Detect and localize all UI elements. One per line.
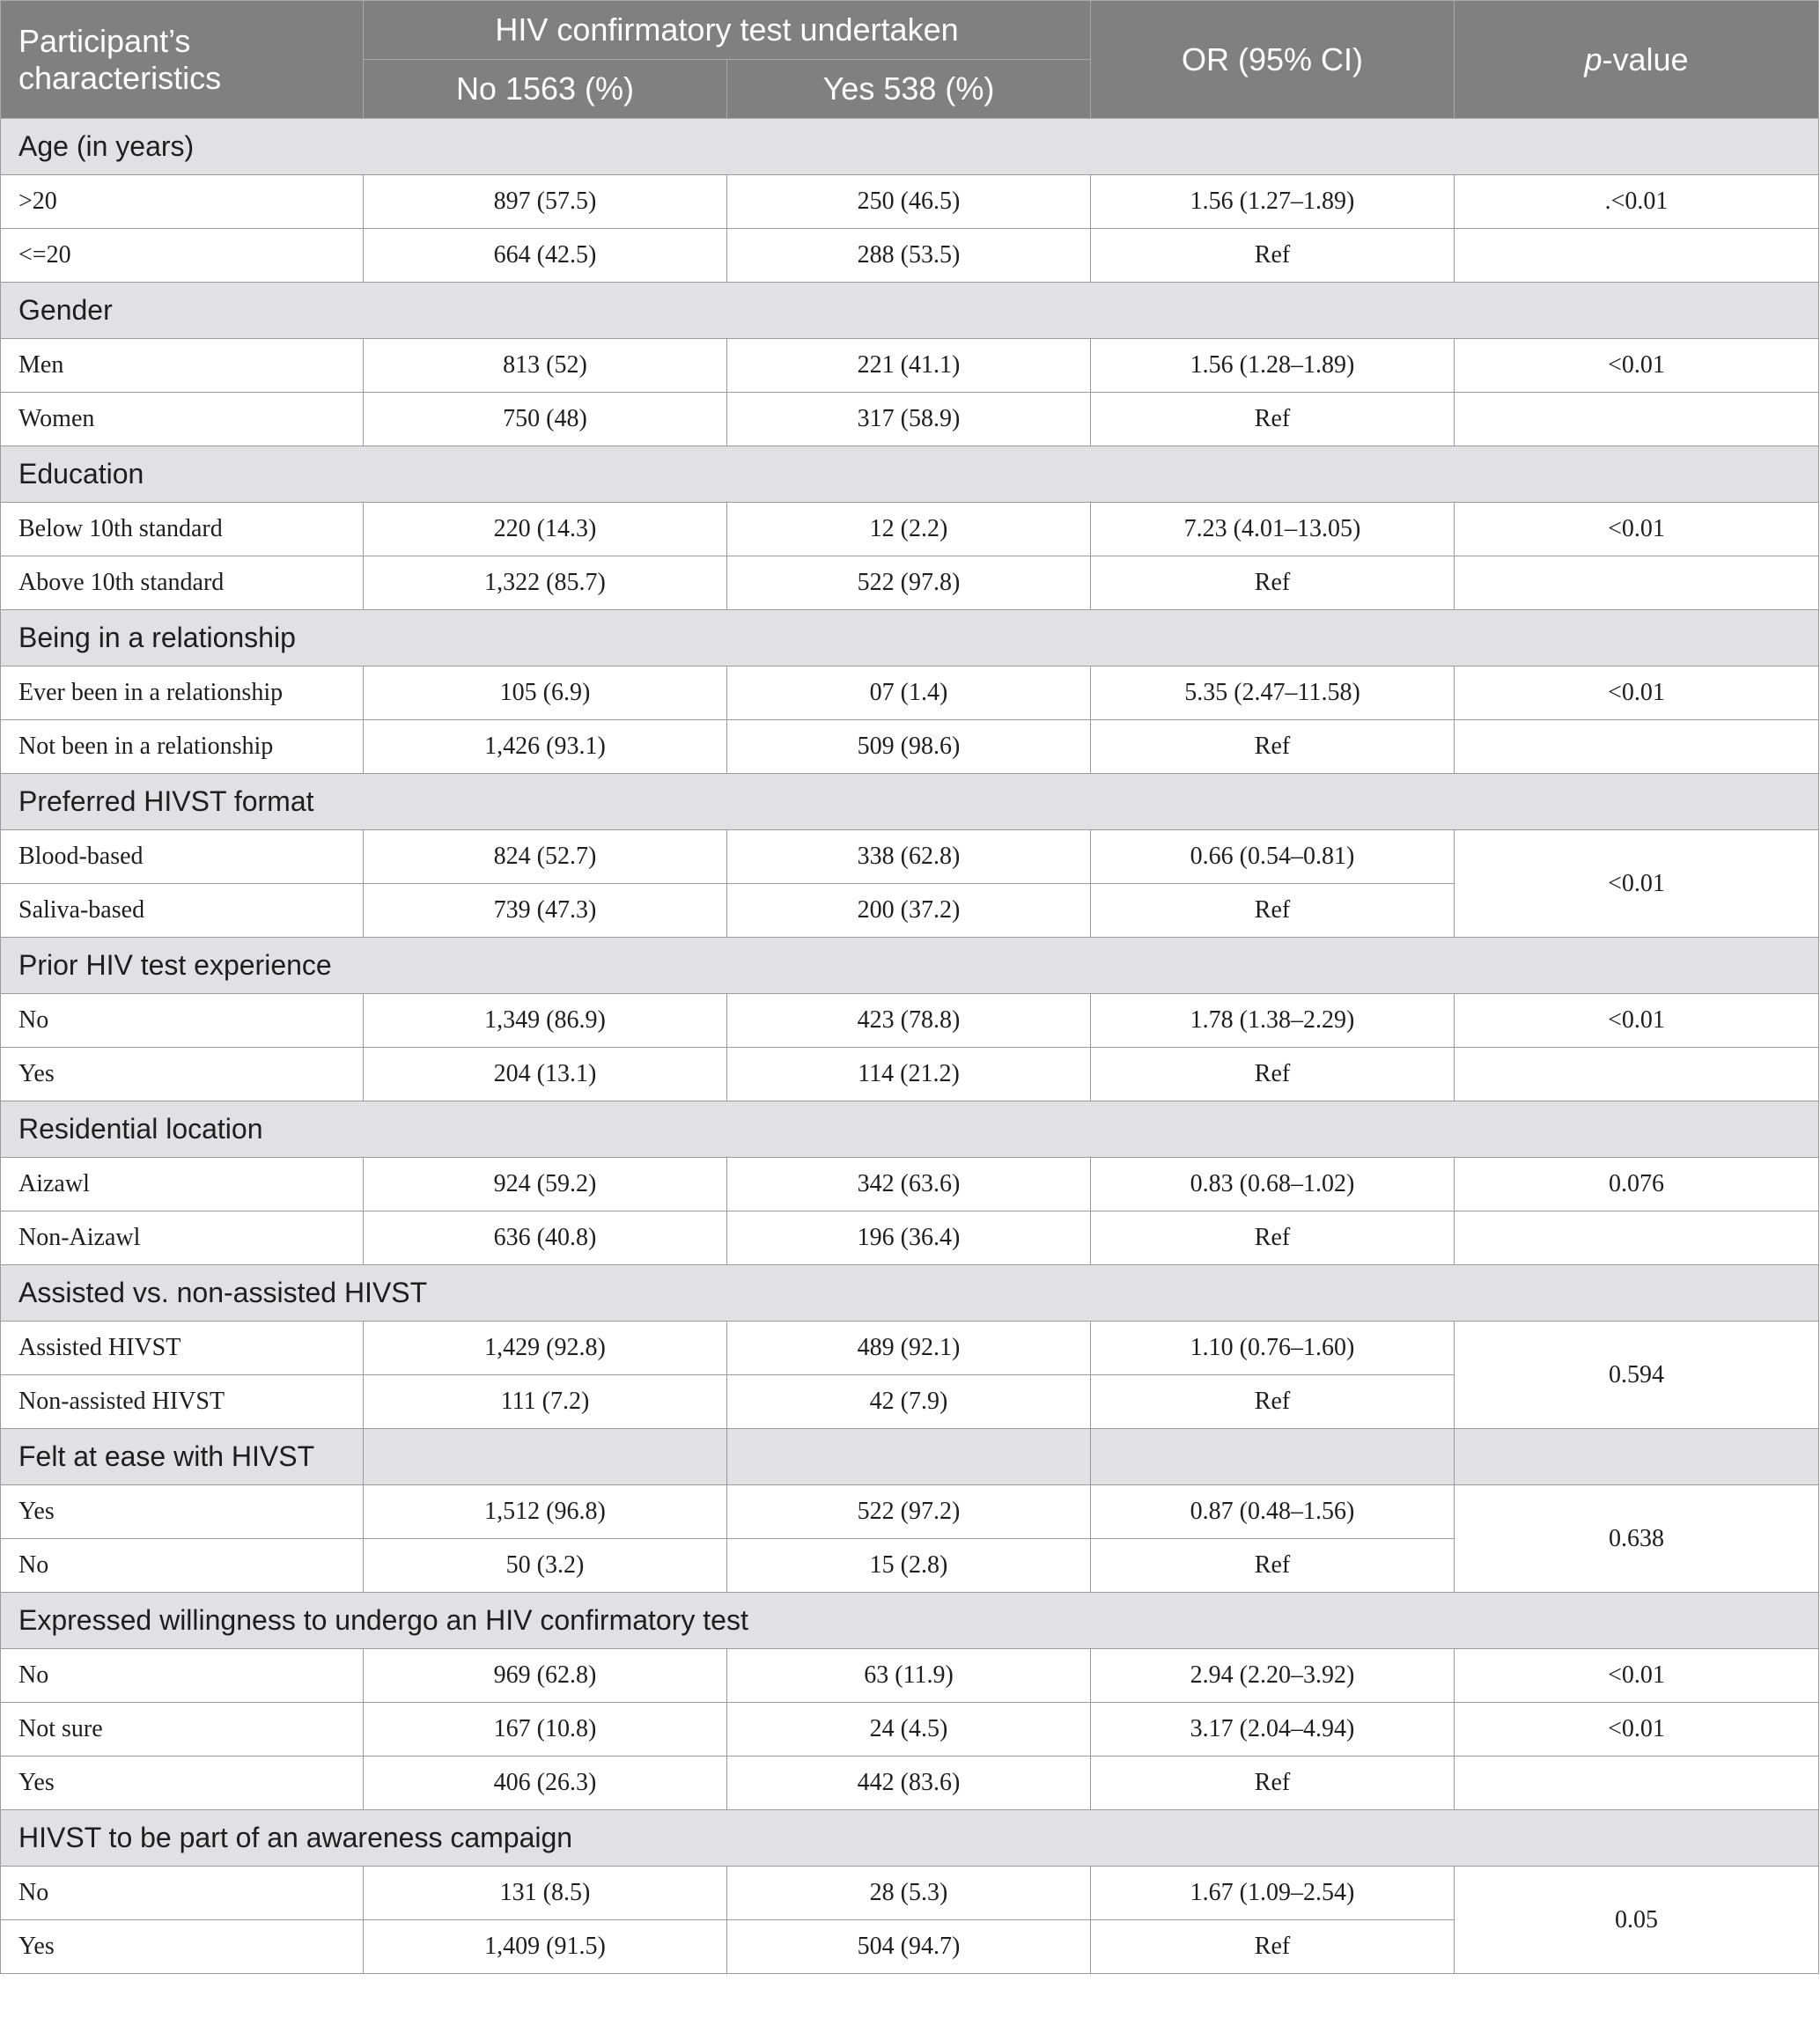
odds-ratio-cell: Ref [1091, 720, 1455, 774]
table-row [1, 1703, 1819, 1757]
section-title: Education [1, 446, 1819, 503]
no-count-cell: 664 (42.5) [364, 229, 727, 283]
no-count-cell: 750 (48) [364, 393, 727, 446]
section-empty-cell [1091, 1429, 1455, 1485]
p-value-cell: <0.01 [1455, 339, 1819, 393]
odds-ratio-cell: Ref [1091, 1757, 1455, 1810]
yes-count-cell: 28 (5.3) [727, 1867, 1091, 1920]
section-title: Gender [1, 283, 1819, 339]
odds-ratio-cell: Ref [1091, 1375, 1455, 1429]
row-label: Yes [1, 1048, 364, 1101]
no-count-cell: 969 (62.8) [364, 1649, 727, 1703]
yes-count-cell: 24 (4.5) [727, 1703, 1091, 1757]
p-value-cell: <0.01 [1455, 830, 1819, 938]
no-count-cell: 739 (47.3) [364, 884, 727, 938]
p-value-cell: 0.638 [1455, 1485, 1819, 1593]
section-title: Expressed willingness to undergo an HIV confirmatory test [1, 1593, 1819, 1649]
table-row [1, 720, 1819, 774]
yes-count-cell: 288 (53.5) [727, 229, 1091, 283]
row-label: No [1, 1539, 364, 1593]
row-label: Yes [1, 1920, 364, 1974]
section-row-gender [1, 283, 1819, 339]
row-label: Non-assisted HIVST [1, 1375, 364, 1429]
row-label: Assisted HIVST [1, 1322, 364, 1375]
yes-count-cell: 42 (7.9) [727, 1375, 1091, 1429]
table-row [1, 229, 1819, 283]
table-row [1, 1485, 1819, 1539]
yes-count-cell: 338 (62.8) [727, 830, 1091, 884]
no-count-header: No 1563 (%) [364, 60, 727, 119]
odds-ratio-cell: Ref [1091, 1048, 1455, 1101]
yes-count-cell: 317 (58.9) [727, 393, 1091, 446]
table-row [1, 393, 1819, 446]
p-value-cell: <0.01 [1455, 667, 1819, 720]
p-value-cell [1455, 556, 1819, 610]
yes-count-cell: 522 (97.2) [727, 1485, 1091, 1539]
table-row [1, 1212, 1819, 1265]
section-row-age [1, 119, 1819, 175]
row-label: Non-Aizawl [1, 1212, 364, 1265]
section-title: Felt at ease with HIVST [1, 1429, 364, 1485]
table-row [1, 1757, 1819, 1810]
row-label: No [1, 1867, 364, 1920]
no-count-cell: 167 (10.8) [364, 1703, 727, 1757]
no-count-cell: 406 (26.3) [364, 1757, 727, 1810]
table-row [1, 1649, 1819, 1703]
yes-count-cell: 15 (2.8) [727, 1539, 1091, 1593]
section-row-campaign [1, 1810, 1819, 1867]
p-value-cell [1455, 229, 1819, 283]
p-value-header-rest: -value [1602, 41, 1689, 77]
confirmatory-test-group-header: HIV confirmatory test undertaken [364, 1, 1091, 60]
section-title: Prior HIV test experience [1, 938, 1819, 994]
participant-characteristics-header: Participant’s characteristics [1, 1, 364, 119]
yes-count-cell: 200 (37.2) [727, 884, 1091, 938]
yes-count-cell: 522 (97.8) [727, 556, 1091, 610]
row-label: Below 10th standard [1, 503, 364, 556]
section-title: Residential location [1, 1101, 1819, 1158]
yes-count-cell: 114 (21.2) [727, 1048, 1091, 1101]
table-row [1, 1867, 1819, 1920]
row-label: Men [1, 339, 364, 393]
section-title: Being in a relationship [1, 610, 1819, 667]
section-empty-cell [1455, 1429, 1819, 1485]
section-empty-cell [364, 1429, 727, 1485]
odds-ratio-cell: Ref [1091, 1920, 1455, 1974]
table-row [1, 175, 1819, 229]
no-count-cell: 1,426 (93.1) [364, 720, 727, 774]
section-empty-cell [727, 1429, 1091, 1485]
no-count-cell: 204 (13.1) [364, 1048, 727, 1101]
p-value-cell: <0.01 [1455, 1703, 1819, 1757]
p-value-cell [1455, 393, 1819, 446]
yes-count-cell: 63 (11.9) [727, 1649, 1091, 1703]
yes-count-cell: 250 (46.5) [727, 175, 1091, 229]
odds-ratio-header: OR (95% CI) [1091, 1, 1455, 119]
section-title: Assisted vs. non-assisted HIVST [1, 1265, 1819, 1322]
odds-ratio-cell: 0.87 (0.48–1.56) [1091, 1485, 1455, 1539]
yes-count-cell: 504 (94.7) [727, 1920, 1091, 1974]
no-count-cell: 636 (40.8) [364, 1212, 727, 1265]
no-count-cell: 105 (6.9) [364, 667, 727, 720]
yes-count-header: Yes 538 (%) [727, 60, 1091, 119]
p-value-header-p: p [1584, 41, 1603, 77]
odds-ratio-cell: 0.83 (0.68–1.02) [1091, 1158, 1455, 1212]
odds-ratio-cell: 1.56 (1.28–1.89) [1091, 339, 1455, 393]
odds-ratio-cell: Ref [1091, 1212, 1455, 1265]
no-count-cell: 50 (3.2) [364, 1539, 727, 1593]
yes-count-cell: 489 (92.1) [727, 1322, 1091, 1375]
table-row [1, 830, 1819, 884]
odds-ratio-cell: 3.17 (2.04–4.94) [1091, 1703, 1455, 1757]
section-row-format [1, 774, 1819, 830]
yes-count-cell: 12 (2.2) [727, 503, 1091, 556]
section-row-prior-test [1, 938, 1819, 994]
table-row [1, 1158, 1819, 1212]
row-label: Ever been in a relationship [1, 667, 364, 720]
odds-ratio-cell: 1.10 (0.76–1.60) [1091, 1322, 1455, 1375]
p-value-cell: .<0.01 [1455, 175, 1819, 229]
no-count-cell: 111 (7.2) [364, 1375, 727, 1429]
odds-ratio-cell: 5.35 (2.47–11.58) [1091, 667, 1455, 720]
odds-ratio-cell: Ref [1091, 556, 1455, 610]
no-count-cell: 897 (57.5) [364, 175, 727, 229]
p-value-header [1455, 1, 1819, 119]
odds-ratio-cell: Ref [1091, 229, 1455, 283]
yes-count-cell: 442 (83.6) [727, 1757, 1091, 1810]
yes-count-cell: 196 (36.4) [727, 1212, 1091, 1265]
yes-count-cell: 423 (78.8) [727, 994, 1091, 1048]
p-value-cell: <0.01 [1455, 1649, 1819, 1703]
yes-count-cell: 509 (98.6) [727, 720, 1091, 774]
odds-ratio-cell: 1.67 (1.09–2.54) [1091, 1867, 1455, 1920]
row-label: Not been in a relationship [1, 720, 364, 774]
p-value-cell [1455, 1048, 1819, 1101]
yes-count-cell: 07 (1.4) [727, 667, 1091, 720]
row-label: <=20 [1, 229, 364, 283]
p-value-cell: 0.594 [1455, 1322, 1819, 1429]
section-row-relationship [1, 610, 1819, 667]
no-count-cell: 813 (52) [364, 339, 727, 393]
row-label: Yes [1, 1485, 364, 1539]
row-label: No [1, 994, 364, 1048]
odds-ratio-cell: Ref [1091, 393, 1455, 446]
yes-count-cell: 342 (63.6) [727, 1158, 1091, 1212]
table-row [1, 1322, 1819, 1375]
no-count-cell: 824 (52.7) [364, 830, 727, 884]
row-label: Women [1, 393, 364, 446]
section-row-residential [1, 1101, 1819, 1158]
no-count-cell: 1,429 (92.8) [364, 1322, 727, 1375]
row-label: >20 [1, 175, 364, 229]
no-count-cell: 1,322 (85.7) [364, 556, 727, 610]
no-count-cell: 1,512 (96.8) [364, 1485, 727, 1539]
table-row [1, 556, 1819, 610]
p-value-cell [1455, 1757, 1819, 1810]
odds-ratio-cell: 2.94 (2.20–3.92) [1091, 1649, 1455, 1703]
section-row-assisted [1, 1265, 1819, 1322]
no-count-cell: 1,349 (86.9) [364, 994, 727, 1048]
no-count-cell: 220 (14.3) [364, 503, 727, 556]
p-value-cell [1455, 720, 1819, 774]
section-title: Preferred HIVST format [1, 774, 1819, 830]
table-row [1, 1048, 1819, 1101]
table-header [1, 1, 1819, 119]
p-value-cell: <0.01 [1455, 994, 1819, 1048]
odds-ratio-cell: 0.66 (0.54–0.81) [1091, 830, 1455, 884]
p-value-cell [1455, 1212, 1819, 1265]
odds-ratio-cell: 1.78 (1.38–2.29) [1091, 994, 1455, 1048]
row-label: Above 10th standard [1, 556, 364, 610]
p-value-cell: <0.01 [1455, 503, 1819, 556]
table-row [1, 667, 1819, 720]
header-row [1, 1, 1819, 60]
no-count-cell: 1,409 (91.5) [364, 1920, 727, 1974]
odds-ratio-cell: Ref [1091, 1539, 1455, 1593]
section-row-education [1, 446, 1819, 503]
odds-ratio-cell: 1.56 (1.27–1.89) [1091, 175, 1455, 229]
odds-ratio-cell: 7.23 (4.01–13.05) [1091, 503, 1455, 556]
row-label: Not sure [1, 1703, 364, 1757]
table-row [1, 339, 1819, 393]
yes-count-cell: 221 (41.1) [727, 339, 1091, 393]
section-title: Age (in years) [1, 119, 1819, 175]
row-label: Blood-based [1, 830, 364, 884]
p-value-cell: 0.076 [1455, 1158, 1819, 1212]
row-label: No [1, 1649, 364, 1703]
section-row-ease [1, 1429, 1819, 1485]
odds-ratio-cell: Ref [1091, 884, 1455, 938]
row-label: Saliva-based [1, 884, 364, 938]
no-count-cell: 131 (8.5) [364, 1867, 727, 1920]
no-count-cell: 924 (59.2) [364, 1158, 727, 1212]
p-value-cell: 0.05 [1455, 1867, 1819, 1974]
section-title: HIVST to be part of an awareness campaign [1, 1810, 1819, 1867]
table-row [1, 503, 1819, 556]
row-label: Yes [1, 1757, 364, 1810]
section-row-willingness [1, 1593, 1819, 1649]
table-row [1, 994, 1819, 1048]
row-label: Aizawl [1, 1158, 364, 1212]
